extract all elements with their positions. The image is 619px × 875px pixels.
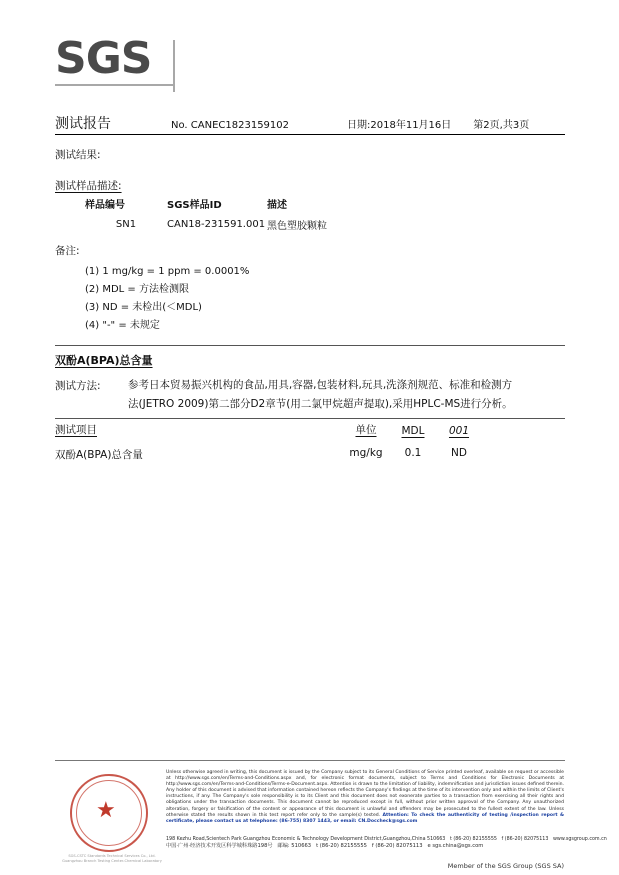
table-header-row [55,422,515,437]
sample-table [85,196,407,232]
legal-disclaimer [166,770,564,825]
member-line: Member of the SGS Group (SGS SA) [447,862,564,870]
list-item: (2) MDL = 方法检测限 [85,284,189,295]
list-item: (3) ND = 未检出(＜MDL) [85,302,202,313]
test-results-label: 测试结果: [55,149,101,161]
address-cn: 中国·广州·经济技术开发区科学城科珠路198号 [166,843,273,849]
page-indicator: 第2页,共3页 [473,120,530,131]
unit-header: 单位 [355,424,377,436]
remarks-label: 备注: [55,245,80,257]
footer-address [166,836,607,850]
description-header: 描述 [267,200,287,211]
description-cell: 黑色塑胶颗粒 [267,221,327,232]
address-website: www.sgsgroup.com.cn [552,837,607,842]
section-title-bpa: 双酚A(BPA)总含量 [55,354,153,367]
test-method-label: 测试方法: [55,380,101,392]
address-en: 198 Kezhu Road,Scientech Park Guangzhou Economic & Technology Development District,Guangzhou,China 510663 [166,837,446,842]
sgs-logo [55,33,185,86]
table-row [55,447,515,462]
mdl-header: MDL [401,425,425,437]
table-header-row [85,196,407,217]
address-fax-en: f (86-20) 82075113 [501,837,549,842]
mdl-cell: 0.1 [404,447,422,459]
address-line-cn [166,843,564,850]
result-cell: ND [451,447,467,459]
section-divider [55,345,565,346]
list-item: (4) "-" = 未规定 [85,320,160,331]
list-item: (1) 1 mg/kg = 1 ppm = 0.0001% [85,266,250,277]
page-title: 测试报告 [55,116,111,132]
sample-001-header: 001 [448,425,470,437]
sgs-sample-id-header: SGS样品ID [167,200,222,211]
address-line-en [166,836,607,843]
footer-divider [55,760,565,761]
results-table-top-rule [55,418,565,419]
test-item-cell: 双酚A(BPA)总含量 [55,449,143,461]
address-cn-phone: t (86-20) 82155555 [316,843,367,849]
method-line-2: 法(JETRO 2009)第二部分D2章节(用二氯甲烷超声提取),采用HPLC-MS进行分析。 [128,398,513,410]
unit-cell: mg/kg [349,447,383,459]
company-seal-stamp [62,770,162,866]
sample-no-cell: SN1 [115,219,137,230]
report-date: 日期:2018年11月16日 [347,120,452,131]
logo-underline [55,84,173,86]
sgs-logo-text: SGS [55,33,152,84]
address-cn-zip: 邮编: 510663 [277,843,312,849]
address-phone-en: t (86-20) 82155555 [449,837,497,842]
logo-tick-mark [173,40,175,92]
report-header-row [55,113,565,133]
remarks-list [85,263,249,335]
test-method-text [128,376,548,414]
header-divider [55,134,565,135]
sgs-sample-id-cell: CAN18-231591.001 [167,219,266,230]
address-cn-fax: f (86-20) 82075113 [371,843,423,849]
report-number: No. CANEC1823159102 [171,120,290,131]
legal-contact-text: Attention: To check the authenticity of testing /inspection report & certificate, please contact us at telephone: (86-755) 8307 1443, or email: CN.Doccheck@sgs.com [166,812,564,824]
test-item-header: 测试项目 [55,424,97,436]
sample-description-label: 测试样品描述: [55,180,122,192]
method-line-1: 参考日本贸易振兴机构的食品,用具,容器,包装材料,玩具,洗涤剂规范、标准和检测方 [128,379,513,391]
seal-caption: SGS-CSTC Standards Technical Services Co., Ltd. Guangzhou Branch Testing Center-Chemical Laboratory [62,854,162,863]
legal-body-text: Unless otherwise agreed in writing, this document is issued by the Company subject to its General Conditions of Service printed overleaf, available on request or accessible at http://www.sgs.com/en/Terms-and-Conditions.aspx and, for electronic format documents, subject to Terms and Conditions for Electronic Documents at http://www.sgs.com/en/Terms-and-Conditions/Terms-e-Document.aspx. Attention is drawn to the limitation of liability, indemnification and jurisdiction issues defined therein. Any holder of this document is advised that information contained hereon reflects the Company's findings at the time of its intervention only and within the limits of Client's instructions, if any. The Company's sole responsibility is to its Client and this document does not exonerate parties to a transaction from exercising all their rights and obligations under the transaction documents. This document cannot be reproduced except in full, without prior written approval of the Company. Any unauthorized alteration, forgery or falsification of the content or appearance of this document is unlawful and offenders may be prosecuted to the fullest extent of the law. Unless otherwise stated the results shown in this test report refer only to the sample(s) tested. [166,770,564,818]
results-table [55,422,515,462]
sample-no-header: 样品编号 [85,200,125,211]
address-cn-email: e sgs.china@sgs.com [427,843,484,849]
seal-star-icon: ★ [96,798,116,823]
table-row [85,217,407,232]
